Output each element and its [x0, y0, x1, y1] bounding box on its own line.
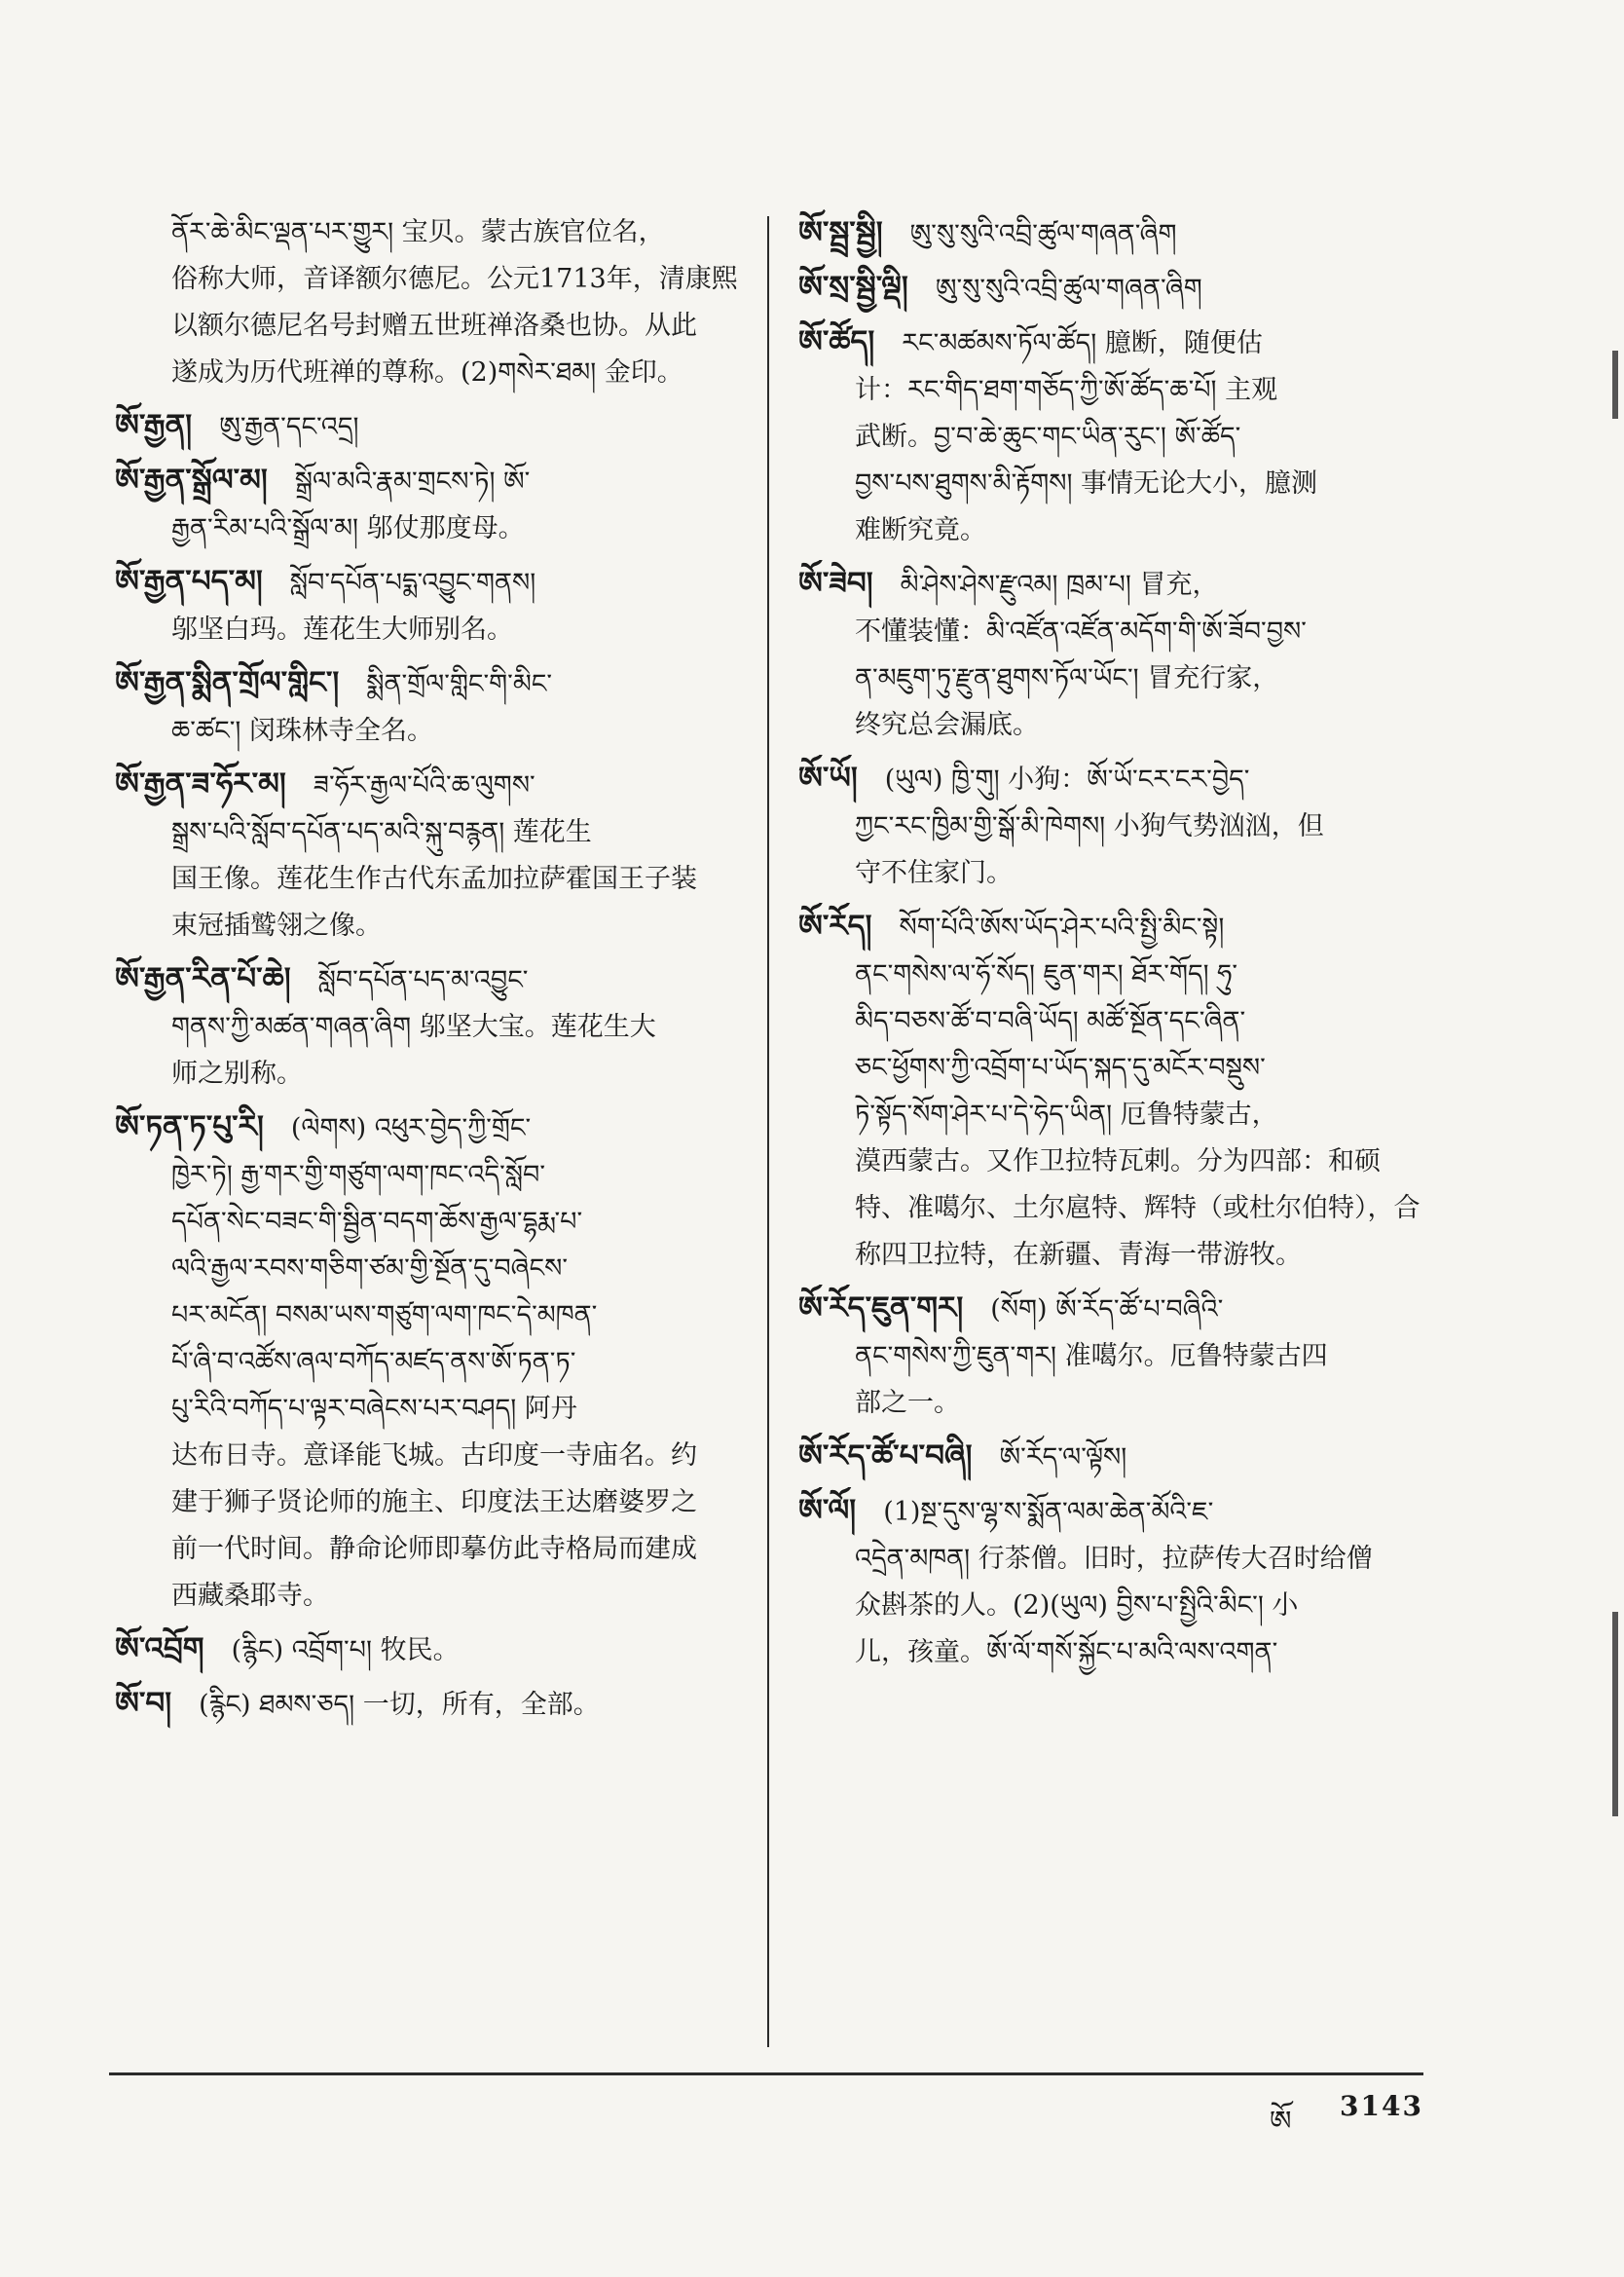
entry-text: ཟ་ཧོར་རྒྱལ་པོའི་ཆ་ལུགས་ — [313, 770, 535, 801]
entry-text: 束冠插鹫翎之像。 — [171, 911, 382, 941]
entry-text: 邬坚白玛。莲花生大师别名。 — [171, 615, 513, 645]
entry-headword: ཨོ་ལོ། — [798, 1493, 857, 1528]
entry-text: མིད་བཅས་ཚོ་བ་བཞི་ཡོད། མཚོ་སྔོན་དང་ཞིན་ — [855, 1006, 1246, 1036]
entry-text: (1)སྔ་དུས་ལྷ་ས་སྨོན་ལམ་ཆེན་མོའི་ཇ་ — [883, 1497, 1214, 1527]
entry-line — [798, 755, 1451, 803]
dictionary-entry — [798, 264, 1451, 313]
entry-text: ནང་གསེས་ཀྱི་ཇུན་གར། 准噶尔。厄鲁特蒙古四 — [855, 1341, 1328, 1371]
entry-text: (རྙིང) ཐམས་ཅད། 一切，所有，全部。 — [199, 1690, 600, 1720]
footer-rule — [109, 2072, 1423, 2075]
entry-text: 特、准噶尔、土尔扈特、辉特（或杜尔伯特），合 — [855, 1193, 1421, 1223]
entry-text: 达布日寺。意译能飞城。古印度一寺庙名。约 — [171, 1440, 697, 1471]
entry-text: སྨིན་གྲོལ་གླིང་གི་མིང་ — [366, 669, 553, 699]
entry-line — [115, 1152, 748, 1199]
section-letter: ཨོ — [1270, 2105, 1292, 2137]
entry-text: ནོར་ཆེ་མིང་ལྡན་པར་གྱུར། 宝贝。蒙古族官位名， — [171, 217, 665, 247]
entry-text: 遂成为历代班禅的尊称。(2)གསེར་ཐམ། 金印。 — [171, 357, 683, 388]
dictionary-entry — [115, 558, 748, 653]
entry-headword: ཨོ་རོད་ཇུན་གར། — [798, 1290, 964, 1325]
entry-text: སྒྲས་པའི་སློབ་དཔོན་པད་མའི་སྐུ་བརྙན། 莲花生 — [171, 817, 592, 847]
entry-text: 计：རང་གིད་ཐག་གཅོད་ཀྱི་ཨོ་ཚོད་ཆ་པོ། 主观 — [855, 375, 1278, 405]
entry-line — [798, 367, 1451, 414]
entry-text: པར་མངོན། བསམ་ཡས་གཙུག་ལག་ཁང་དེ་མཁན་ — [171, 1300, 598, 1330]
entry-text: པུ་རིའི་བཀོད་པ་ལྟར་བཞེངས་པར་བཤད། 阿丹 — [171, 1394, 577, 1424]
entry-text: (སོག) ཨོ་རོད་ཚོ་པ་བཞིའི་ — [990, 1294, 1224, 1325]
entry-text: 建于狮子贤论师的施主、印度法王达磨婆罗之 — [171, 1487, 697, 1517]
entry-line — [798, 803, 1451, 850]
entry-text: 武断。བྱ་བ་ཆེ་ཆུང་གང་ཡིན་རུང་། ཨོ་ཚོད་ — [855, 422, 1241, 452]
entry-line — [115, 1199, 748, 1246]
entry-text: ཅང་ཕྱོགས་ཀྱི་འབྲོག་པ་ཡོད་སྐད་དུ་མངོར་བསྡུས་ — [855, 1053, 1266, 1083]
entry-text: ན་མཇུག་ཏུ་རྫུན་ཐུགས་ཏོལ་ཡོང་། 冒充行家， — [855, 663, 1279, 693]
entry-headword: ཨོ་རྒྱན། — [115, 408, 193, 443]
entry-headword: ཨོ་ཏན་ཏ་པུ་རི། — [115, 1109, 264, 1144]
entry-text: 漠西蒙古。又作卫拉特瓦剌。分为四部：和硕 — [855, 1146, 1381, 1176]
entry-line — [115, 1625, 748, 1674]
entry-text: ལའི་རྒྱལ་རབས་གཅིག་ཙམ་གྱི་སྔོན་དུ་བཞེངས་ — [171, 1253, 569, 1284]
entry-headword: ཨོ་རྒྱན་ཟ་ཧོར་མ། — [115, 766, 286, 802]
entry-line — [798, 1092, 1451, 1138]
entry-headword: ཨོ་རོད། — [798, 909, 872, 944]
entry-line — [115, 350, 748, 396]
entry-line — [798, 655, 1451, 702]
scan-edge-mark — [1612, 351, 1618, 419]
entry-text: (རྙིང) འབྲོག་པ། 牧民。 — [231, 1635, 460, 1665]
entry-line — [115, 1386, 748, 1433]
entry-line — [798, 560, 1451, 609]
entry-text: ཆ་ཚང་། 闵珠林寺全名。 — [171, 716, 433, 746]
entry-line — [798, 1536, 1451, 1583]
entry-line — [115, 505, 748, 552]
entry-text: 以额尔德尼名号封赠五世班禅洛桑也协。从此 — [171, 311, 697, 341]
entry-line — [798, 609, 1451, 655]
entry-text: 众斟茶的人。(2)(ཡུལ) བྱིས་པ་སྤྱིའི་མིང་། 小 — [855, 1590, 1299, 1621]
dictionary-entry — [798, 903, 1451, 1279]
entry-text: ཨུ་སུ་སུའི་འབྲི་ཚུལ་གཞན་ཞིག — [935, 274, 1202, 304]
column-divider — [767, 216, 769, 2047]
entry-line — [115, 1051, 748, 1098]
entry-line — [115, 809, 748, 856]
entry-text: བྱས་པས་ཐུགས་མི་རྟོགས། 事情无论大小，臆测 — [855, 468, 1318, 499]
entry-text: 称四卫拉特，在新疆、青海一带游牧。 — [855, 1240, 1302, 1270]
entry-headword: ཨོ་ཟེབ། — [798, 566, 873, 601]
entry-line — [115, 903, 748, 950]
entry-text: 难断究竟。 — [855, 515, 986, 545]
entry-line — [115, 607, 748, 653]
right-column — [798, 209, 1451, 1682]
entry-line — [798, 1629, 1451, 1676]
entry-line — [115, 558, 748, 607]
entry-line — [798, 264, 1451, 313]
entry-headword: ཨོ་བ། — [115, 1686, 172, 1721]
entry-text: (ལེགས) འཕུར་བྱེད་ཀྱི་གྲོང་ — [290, 1113, 532, 1143]
entry-line — [798, 1285, 1451, 1333]
entry-text: 西藏桑耶寺。 — [171, 1581, 329, 1611]
entry-text: ཀྱང་རང་ཁྱིམ་གྱི་སྒོ་མི་ཁེགས། 小狗气势汹汹，但 — [855, 811, 1324, 841]
entry-line — [115, 1103, 748, 1152]
entry-line — [798, 702, 1451, 749]
entry-line — [798, 1583, 1451, 1629]
left-column — [115, 209, 748, 1735]
entry-text: སྒྲོལ་མའི་རྣམ་གྲངས་ཏེ། ཨོ་ — [294, 467, 531, 497]
entry-line — [115, 761, 748, 809]
entry-text: 不懂装懂：མི་འཛོན་འཛོན་མདོག་གི་ཨོ་ཟོབ་བྱས་ — [855, 616, 1307, 647]
entry-text: 前一代时间。静命论师即摹仿此寺格局而建成 — [171, 1534, 697, 1564]
dictionary-entry — [798, 755, 1451, 897]
entry-headword: ཨོ་རྒྱན་སྒྲོལ་མ། — [115, 463, 268, 498]
entry-text: 终究总会漏底。 — [855, 710, 1039, 740]
entry-line — [798, 952, 1451, 998]
entry-line — [115, 1433, 748, 1479]
entry-text: ནང་གསེས་ལ་ཧོ་སོད། ཇུན་གར། ཐོར་གོད། ཧུ་ — [855, 959, 1238, 989]
entry-headword: ཨོ་ཡོ། — [798, 761, 858, 796]
entry-headword: ཨོ་རྒྱན་རིན་པོ་ཆེ། — [115, 961, 291, 996]
entry-text: 儿，孩童。ཨོ་ལོ་གསོ་སྐྱོང་པ་མའི་ལས་འགན་ — [855, 1637, 1278, 1667]
entry-headword: ཨོ་རོད་ཚོ་པ་བཞི། — [798, 1438, 973, 1474]
entry-line — [798, 461, 1451, 507]
entry-line — [798, 1487, 1451, 1536]
entry-line — [115, 659, 748, 708]
entry-line — [798, 1380, 1451, 1427]
entry-line — [115, 457, 748, 505]
scan-edge-mark — [1612, 1612, 1618, 1816]
dictionary-entry — [115, 1680, 748, 1729]
entry-headword: ཨོ་སྲ་སྦྱི་ལྡི། — [798, 270, 908, 305]
entry-line — [115, 402, 748, 451]
dictionary-entry — [115, 955, 748, 1098]
entry-line — [115, 303, 748, 350]
entry-line — [798, 1045, 1451, 1092]
entry-text: འདྲེན་མཁན། 行茶僧。旧时，拉萨传大召时给僧 — [855, 1544, 1373, 1574]
entry-text: པོ་ཞི་བ་འཚོས་ཞལ་བཀོད་མཛད་ནས་ཨོ་ཏན་ཏ་ — [171, 1347, 576, 1377]
page-number: 3143 — [1340, 2090, 1423, 2122]
entry-line — [798, 209, 1451, 258]
entry-headword: ཨོ་རྒྱན་སྨིན་གྲོལ་གླིང་། — [115, 665, 340, 700]
entry-line — [115, 708, 748, 755]
entry-text: ཨུ་སུ་སུའི་འབྲི་ཚུལ་གཞན་ཞིག — [909, 219, 1177, 249]
entry-line — [115, 856, 748, 903]
entry-headword: ཨོ་སྦྲ་སྦྱི། — [798, 215, 883, 250]
entry-text: ཨོ་རོད་ལ་ལྟོས། — [999, 1442, 1127, 1473]
dictionary-entry — [115, 659, 748, 755]
entry-headword: ཨོ་ཚོད། — [798, 324, 875, 359]
dictionary-entry — [798, 1487, 1451, 1676]
dictionary-entry — [798, 1433, 1451, 1481]
entry-line — [115, 1339, 748, 1386]
dictionary-entry — [115, 1625, 748, 1674]
entry-line — [115, 1292, 748, 1339]
entry-line — [798, 1333, 1451, 1380]
entry-line — [115, 1680, 748, 1729]
entry-line — [115, 1573, 748, 1620]
entry-line — [798, 318, 1451, 367]
dictionary-entry — [798, 318, 1451, 554]
entry-line — [115, 256, 748, 303]
entry-text: 守不住家门。 — [855, 858, 1013, 888]
entry-text: རང་མཚམས་ཏོལ་ཚོད། 臆断，随便估 — [902, 328, 1263, 358]
entry-line — [798, 1138, 1451, 1185]
entry-text: (ཡུལ) ཁྱི་གུ། 小狗：ཨོ་ཡོ་ངར་ངར་བྱེད་ — [884, 765, 1250, 795]
dictionary-entry — [115, 402, 748, 451]
entry-line — [798, 414, 1451, 461]
entry-line — [798, 998, 1451, 1045]
entry-text: གནས་ཀྱི་མཚན་གཞན་ཞིག 邬坚大宝。莲花生大 — [171, 1012, 656, 1042]
entry-line — [115, 1479, 748, 1526]
entry-headword: ཨོ་རྒྱན་པད་མ། — [115, 564, 263, 599]
entry-text: 师之别称。 — [171, 1059, 303, 1089]
entry-text: སློབ་དཔོན་པད་མ་འབྱུང་ — [317, 965, 529, 995]
dictionary-entry — [115, 761, 748, 950]
entry-text: 国王像。莲花生作古代东孟加拉萨霍国王子装 — [171, 864, 697, 894]
entry-line — [115, 1004, 748, 1051]
entry-line — [115, 1526, 748, 1573]
entry-line — [115, 209, 748, 256]
dictionary-entry — [798, 1285, 1451, 1427]
entry-text: མི་ཤེས་ཤེས་རྫུའམ། ཁྲམ་པ། 冒充， — [900, 570, 1219, 600]
entry-text: 俗称大师，音译额尔德尼。公元1713年，清康熙 — [171, 264, 738, 294]
dictionary-entry — [798, 209, 1451, 258]
entry-text: རྒྱན་རིམ་པའི་སྒྲོལ་མ། 邬仗那度母。 — [171, 513, 525, 543]
entry-line — [798, 903, 1451, 952]
entry-text: སློབ་དཔོན་པདྨ་འབྱུང་གནས། — [289, 568, 536, 598]
dictionary-entry — [115, 1103, 748, 1620]
entry-text: དཔོན་སེང་བཟང་གི་སྦྱིན་བདག་ཆོས་རྒྱལ་དྷརྨ་པ་ — [171, 1207, 583, 1237]
entry-text: ཨུ་རྒྱན་དང་འདྲ། — [219, 412, 359, 442]
dictionary-entry — [115, 209, 748, 396]
dictionary-entry — [115, 457, 748, 552]
entry-line — [798, 1232, 1451, 1279]
entry-text: 部之一。 — [855, 1388, 960, 1418]
entry-text: ཁྱེར་ཏེ། རྒྱ་གར་གྱི་གཙུག་ལག་ཁང་འདི་སློབ་ — [171, 1160, 545, 1190]
entry-text: ཏེ་སྟོད་སོག་ཤེར་པ་དེ་ཧེད་ཡིན། 厄鲁特蒙古， — [855, 1100, 1278, 1130]
entry-line — [798, 850, 1451, 897]
entry-line — [798, 1185, 1451, 1232]
dictionary-entry — [798, 560, 1451, 749]
entry-line — [115, 1246, 748, 1292]
entry-text: སོག་པོའི་ཨོས་ཡོད་ཤེར་པའི་སྤྱི་མིང་སྟེ། — [899, 913, 1225, 943]
entry-line — [115, 955, 748, 1004]
entry-headword: ཨོ་འབྲོག — [115, 1631, 204, 1666]
entry-line — [798, 507, 1451, 554]
entry-line — [798, 1433, 1451, 1481]
